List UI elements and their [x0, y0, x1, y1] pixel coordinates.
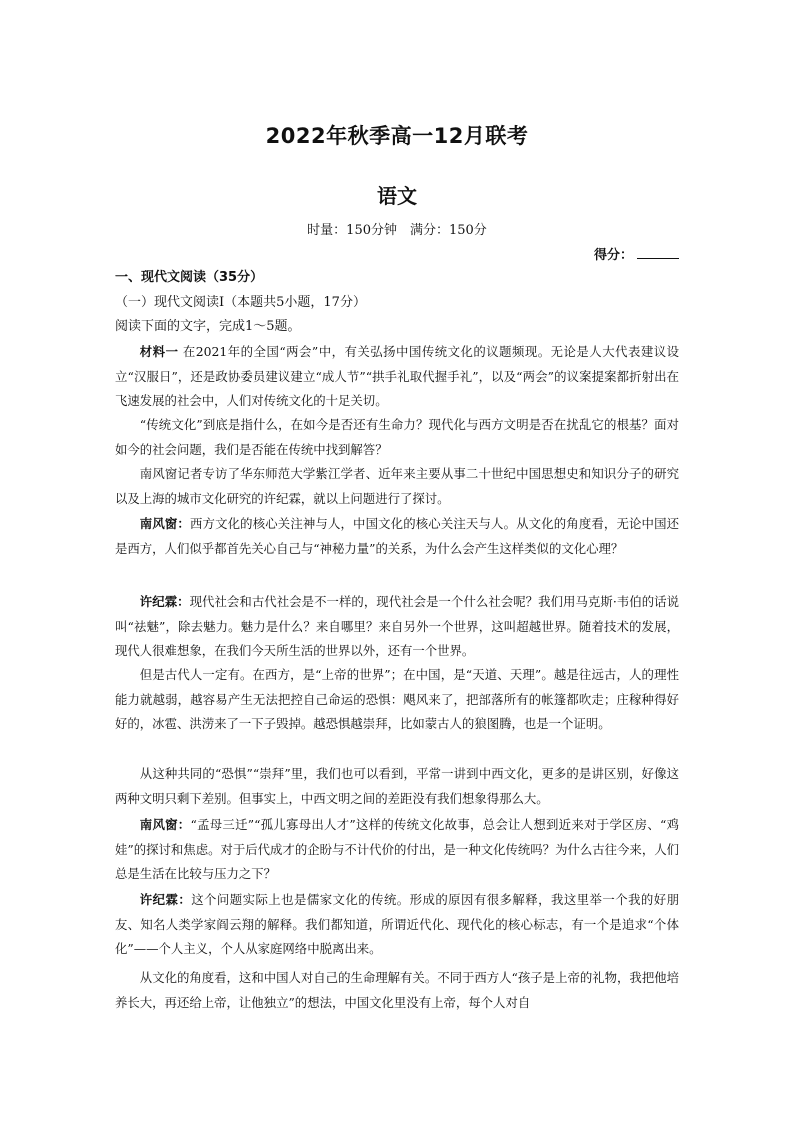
paragraph — [115, 590, 679, 664]
paragraph-text: 但是古代人一定有。在西方，是“上帝的世界”；在中国，是“天道、天理”。越是往远古，人的理性能力就越弱，越容易产生无法把控自己命运的恐惧：飓风来了，把部落所有的帐篷都吹走；庄稼种得好好的，冰雹、洪涝来了一下子毁掉。越恐惧越崇拜，比如蒙古人的狼图腾，也是一个证明。 — [115, 667, 679, 731]
paragraph — [115, 462, 679, 511]
exam-title: 2022年秋季高一12月联考 — [265, 124, 529, 148]
speaker-label: 南风窗： — [139, 817, 191, 832]
paragraph-text: 在2021年的全国“两会”中，有关弘扬中国传统文化的议题频现。无论是人大代表建议设立“汉服日”，还是政协委员建议建立“成人节”“拱手礼取代握手礼”，以及“两会”的议案提案都折射出在飞速发展的社会中，人们对传统文化的十足关切。 — [115, 344, 680, 408]
subject-title: 语文 — [377, 184, 417, 208]
paragraph-text: 从文化的角度看，这和中国人对自己的生命理解有关。不同于西方人“孩子是上帝的礼物，我把他培养长大，再还给上帝，让他独立”的想法，中国文化里没有上帝，每个人对自 — [115, 970, 679, 1010]
paragraph-text: “传统文化”到底是指什么，在如今是否还有生命力？现代化与西方文明是否在扰乱它的根基？面对如今的社会问题，我们是否能在传统中找到解答？ — [115, 417, 679, 457]
paragraph-text: 这个问题实际上也是儒家文化的传统。形成的原因有很多解释，我这里举一个我的好朋友、知名人类学家阎云翔的解释。我们都知道，所谓近代化、现代化的核心标志，有一个是追求“个体化”——个人主义，个人从家庭网络中脱离出来。 — [115, 892, 680, 956]
speaker-label: 南风窗： — [139, 516, 190, 531]
instruction: 阅读下面的文字，完成1～5题。 — [115, 319, 301, 334]
paragraph-text: “孟母三迁”“孤儿寡母出人才”这样的传统文化故事，总会让人想到近来对于学区房、“鸡娃”的探讨和焦虑。对于后代成才的企盼与不计代价的付出，是一种文化传统吗？为什么古往今来，人们总是生活在比较与压力之下？ — [115, 817, 680, 881]
section-heading: 一、现代文阅读（35分） — [115, 270, 264, 285]
score-field — [594, 244, 679, 263]
paragraph — [115, 340, 679, 414]
speaker-label: 许纪霖： — [139, 892, 192, 907]
speaker-label: 许纪霖： — [139, 594, 190, 609]
score-blank[interactable] — [637, 246, 679, 259]
paragraph — [115, 813, 679, 887]
paragraph-text: 从这种共同的“恐惧”“崇拜”里，我们也可以看到，平常一讲到中西文化，更多的是讲区别，好像这两种文明只剩下差别。但事实上，中西文明之间的差距没有我们想象得那么大。 — [115, 766, 679, 806]
exam-meta: 时量：150分钟 满分：150分 — [307, 223, 487, 238]
paragraph — [115, 512, 679, 561]
paragraph — [115, 966, 679, 1015]
paragraph — [115, 762, 679, 811]
paragraph-text: 西方文化的核心关注神与人，中国文化的核心关注天与人。从文化的角度看，无论中国还是西方，人们似乎都首先关心自己与“神秘力量”的关系，为什么会产生这样类似的文化心理？ — [115, 516, 680, 556]
paragraph — [115, 888, 679, 962]
section-subheading: （一）现代文阅读Ⅰ（本题共5小题，17分） — [115, 295, 366, 310]
speaker-label: 材料一 — [139, 344, 179, 359]
paragraph-text: 南风窗记者专访了华东师范大学紫江学者、近年来主要从事二十世纪中国思想史和知识分子的研究以及上海的城市文化研究的许纪霖，就以上问题进行了探讨。 — [115, 466, 679, 506]
score-label: 得分： — [593, 248, 633, 263]
paragraph — [115, 413, 679, 462]
paragraph-text: 现代社会和古代社会是不一样的，现代社会是一个什么社会呢？我们用马克斯·韦伯的话说叫“祛魅”，除去魅力。魅力是什么？来自哪里？来自另外一个世界，这叫超越世界。随着技术的发展，现代人很难想象，在我们今天所生活的世界以外，还有一个世界。 — [115, 594, 679, 658]
paragraph — [115, 663, 679, 737]
